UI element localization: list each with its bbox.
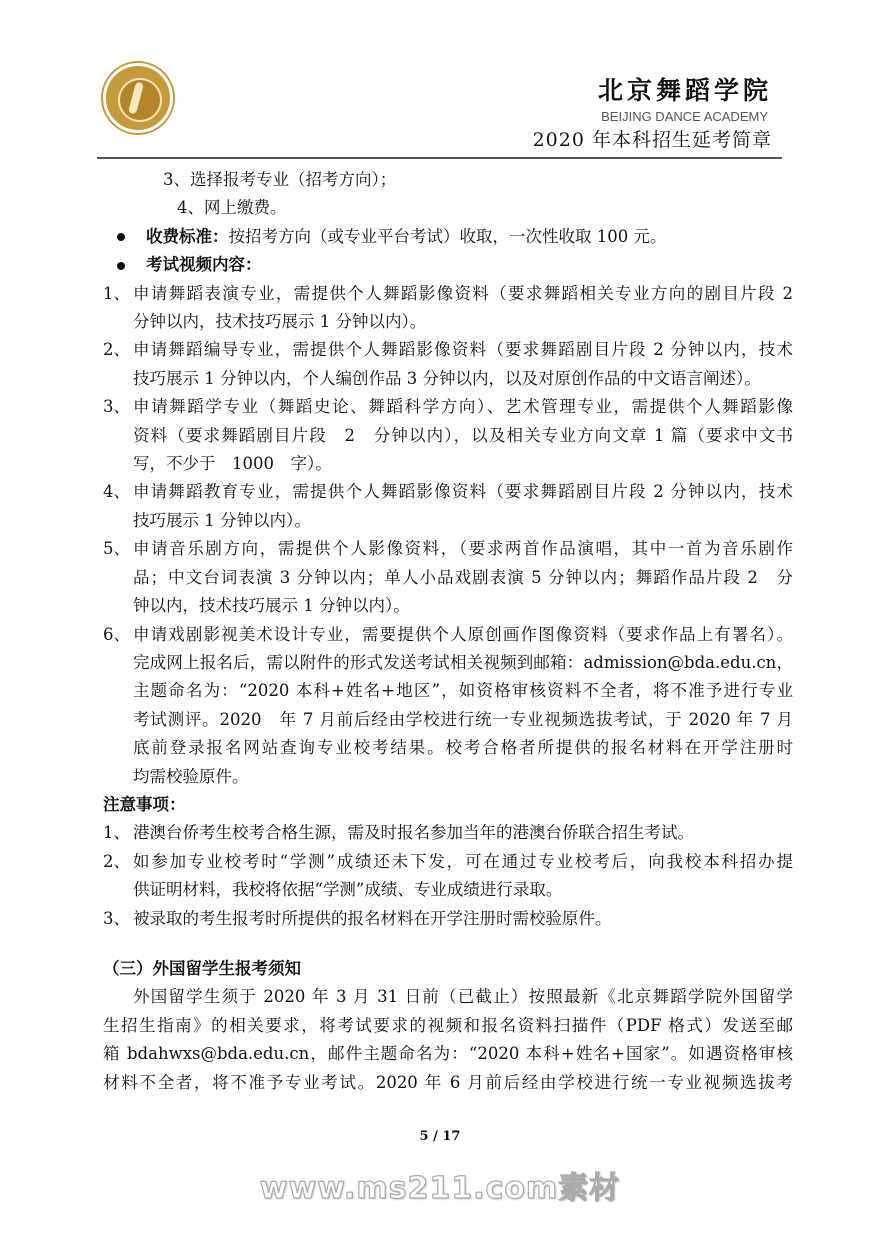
item-text: 申请舞蹈学专业（舞蹈史论、舞蹈科学方向）、艺术管理专业，需提供个人舞蹈影像 [133,397,793,417]
document-subtitle: 2020 年本科招生延考简章 [532,129,772,151]
list-item-line [103,308,793,336]
fee-bullet [103,223,793,251]
list-item-line [103,336,793,364]
list-item-line [103,621,793,649]
watermark: www.ms211.com素材 [259,1171,621,1206]
list-item-line [103,507,793,535]
fee-text: 按招考方向（或专业平台考试）收取，一次性收取 100 元。 [228,226,667,246]
item-number: 3、 [103,397,130,417]
list-item-line [103,819,793,847]
video-items [103,280,793,791]
item-text: 主题命名为：“2020 本科+姓名+地区”，如资格审核资料不全者，将不准予进行专业 [133,681,793,701]
list-item-line [103,876,793,904]
item-number: 1、 [103,823,130,843]
video-bullet [103,251,793,279]
list-item-line [103,763,793,791]
list-item-line [103,706,793,734]
item-text: 被录取的考生报考时所提供的报名材料在开学注册时需校验原件。 [133,908,612,928]
page-number: 5 / 17 [419,1129,461,1144]
item-text: 申请舞蹈表演专业，需提供个人舞蹈影像资料（要求舞蹈相关专业方向的剧目片段 2 [133,283,793,303]
list-item-line [103,365,793,393]
item-text: 申请音乐剧方向，需提供个人影像资料，（要求两首作品演唱，其中一首为音乐剧作 [133,539,793,559]
list-item-line [103,649,793,677]
list-item-line [103,734,793,762]
item-number: 6、 [103,624,130,644]
school-name-en: BEIJING DANCE ACADEMY [601,109,768,124]
item-text: 完成网上报名后，需以附件的形式发送考试相关视频到邮箱：admission@bda.edu.cn， [133,652,793,672]
bullet-icon [117,233,125,241]
item-text: 如参加专业校考时“学测”成绩还未下发，可在通过专业校考后，向我校本科招办提 [133,851,793,871]
document-body [103,0,793,1097]
video-label: 考试视频内容： [146,255,262,275]
list-item-line [103,592,793,620]
item-text: 底前登录报名网站查询专业校考结果。校考合格者所提供的报名材料在开学注册时 [133,738,793,758]
notes-items [103,819,793,933]
paragraph-line: 生招生指南》的相关要求，将考试要求的视频和报名资料扫描件（PDF 格式）发送至邮 [103,1015,793,1035]
school-name: 北京舞蹈学院 [597,76,772,105]
item-text: 申请戏剧影视美术设计专业，需要提供个人原创画作图像资料（要求作品上有署名）。 [133,624,793,644]
item-number: 3、 [103,908,130,928]
item-text: 均需校验原件。 [133,766,249,786]
list-item-line [103,677,793,705]
item-number: 4、 [103,482,130,502]
notes-title: 注意事项： [103,794,186,814]
list-item-line [103,450,793,478]
item-text: 技巧展示 1 分钟以内，个人编创作品 3 分钟以内，以及对原创作品的中文语言阐述）。 [133,368,761,388]
item-text: 供证明材料，我校将依据“学测”成绩、专业成绩进行录取。 [133,880,563,900]
fee-label: 收费标准： [146,226,229,246]
item-number: 2、 [103,340,130,360]
list-item-line [103,393,793,421]
item-number: 5、 [103,539,130,559]
paragraph-line: 箱 bdahwxs@bda.edu.cn，邮件主题命名为：“2020 本科+姓名+国家”。如遇资格审核 [103,1044,793,1064]
item-text: 技巧展示 1 分钟以内）。 [133,510,311,530]
step-4: 4、网上缴费。 [177,198,287,218]
paragraph-line: 材料不全者，将不准予专业考试。2020 年 6 月前后经由学校进行统一专业视频选拔考 [103,1072,793,1092]
item-text: 品；中文台词表演 3 分钟以内；单人小品戏剧表演 5 分钟以内；舞蹈作品片段 2 分 [133,567,793,587]
item-text: 港澳台侨考生校考合格生源，需及时报名参加当年的港澳台侨联合招生考试。 [133,823,694,843]
item-text: 写，不少于 1000 字）。 [133,454,332,474]
list-item-line [103,280,793,308]
item-text: 分钟以内，技术技巧展示 1 分钟以内）。 [133,312,427,332]
section3-paragraph [103,983,793,1097]
step-3: 3、选择报考专业（招考方向）； [163,170,397,189]
item-text: 钟以内，技术技巧展示 1 分钟以内）。 [133,596,410,616]
list-item-line [103,564,793,592]
item-number: 2、 [103,851,130,871]
paragraph-line: 外国留学生须于 2020 年 3 月 31 日前（已截止）按照最新《北京舞蹈学院外国留学 [133,987,793,1007]
item-number: 1、 [103,283,130,303]
list-item-line [103,478,793,506]
list-item-line [103,422,793,450]
item-text: 资料（要求舞蹈剧目片段 2 分钟以内），以及相关专业方向文章 1 篇（要求中文书 [133,425,793,445]
item-text: 考试测评。2020 年 7 月前后经由学校进行统一专业视频选拔考试，于 2020 年 7 月 [133,709,793,729]
section3-title: （三）外国留学生报考须知 [103,958,301,978]
list-item-line [103,848,793,876]
list-item-line [103,905,793,933]
item-text: 申请舞蹈编导专业，需提供个人舞蹈影像资料（要求舞蹈剧目片段 2 分钟以内，技术 [133,340,793,360]
list-item-line [103,535,793,563]
item-text: 申请舞蹈教育专业，需提供个人舞蹈影像资料（要求舞蹈剧目片段 2 分钟以内，技术 [133,482,793,502]
bullet-icon [117,262,125,270]
